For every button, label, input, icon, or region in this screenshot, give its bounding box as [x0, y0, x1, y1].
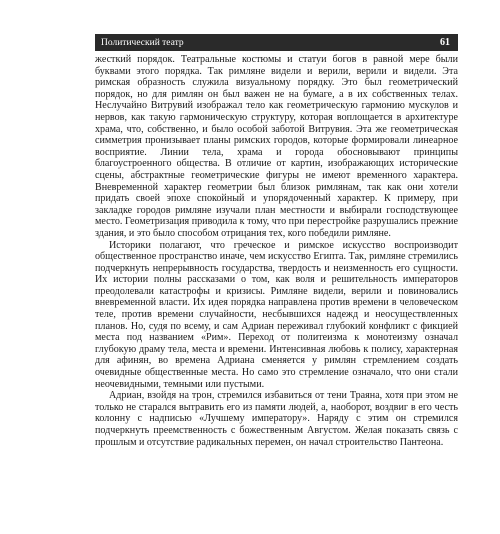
book-page: [0, 34, 500, 534]
paragraph-1: жесткий порядок. Театральные костюмы и статуи богов в равной мере были буквами этого порядка. Так римляне видели и верили, верили и видели. Эта римская образность служила визуальному порядку. Это был геометрический порядок, но для римлян он был важен не на бумаге, а в их собственных телах. Неслучайно Витрувий изображал тело как геометрическую гармонию мускулов и нервов, как такую гармоническую структуру, которая воплощается в архитектуре храма, что, собственно, и было особой заботой Витрувия. Эта же геометрическая симметрия пронизывает планы римских городов, которые формировали линеарное восприятие. Линии тела, храма и города обосновывают принципы благоустроенного общества. В отличие от картин, изображающих исторические сцены, абстрактные геометрические фигуры не имеют временного характера. Вневременной характер геометрии был близок римлянам, так как они хотели придать своей эпохе спокойный и упорядоченный характер. К примеру, при закладке городов римляне изучали план местности и выбирали господствующее место. Геометризация приводила к тому, что при перестройке разрушались прежние здания, и это было способом отрицания тех, кого победили римляне.: [95, 54, 458, 239]
running-head: [95, 34, 458, 51]
paragraph-3: Адриан, взойдя на трон, стремился избавиться от тени Траяна, хотя при этом не только не старался вытравить его из памяти людей, а, наоборот, воздвиг в его честь колонну с надписью «Лучшему императору». Наряду с этим он стремился подчеркнуть преемственность с божественным Августом. Желая показать связь с прошлым и отсутствие радикальных перемен, он начал строительство Пантеона.: [95, 390, 458, 448]
body-text: [95, 54, 458, 448]
running-title: Политический театр: [101, 37, 184, 48]
page-number: 61: [440, 37, 450, 48]
paragraph-2: Историки полагают, что греческое и римское искусство воспроизводит общественное пространство иначе, чем искусство Египта. Так, римляне стремились подчеркнуть непрерывность государства, твердость и неизменность его сущности. Их истории полны рассказами о том, как воля и решительность императоров преодолевали катастрофы и кризисы. Римляне видели, верили и повиновались вневременной власти. Их идея порядка направлена против времени в человеческом теле, против времени случайности, несбывшихся надежд и неосуществленных планов. Но, судя по всему, и сам Адриан переживал глубокий конфликт с фикцией места под названием «Рим». Переход от политеизма к монотеизму означал глубокую драму тела, места и времени. Интенсивная любовь к полису, характерная для афинян, во времена Адриана сменяется у римлян стремлением создать очевидные общественные места. Но само это стремление означало, что они стали неочевидными, темными или пустыми.: [95, 239, 458, 390]
